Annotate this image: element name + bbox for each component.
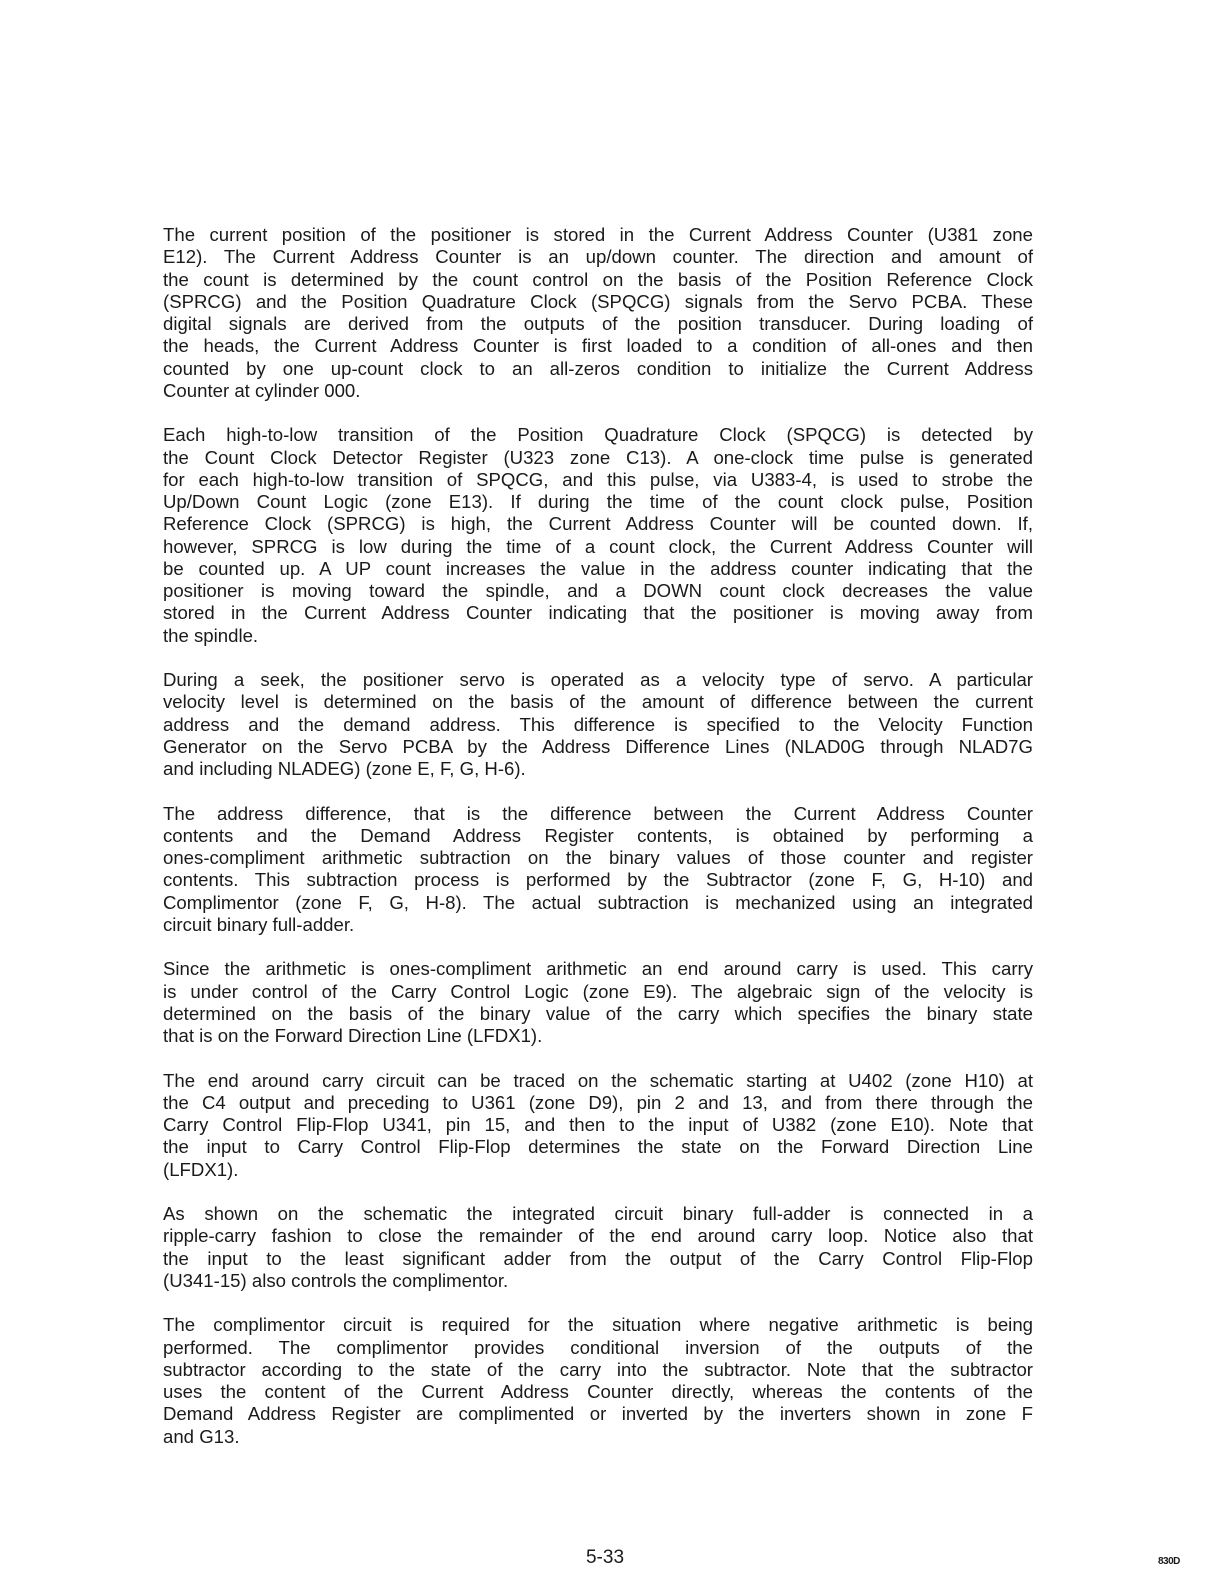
text-line: Carry Control Flip-Flop U341, pin 15, and then to the input of U382 (zone E10). Note that bbox=[163, 1114, 1033, 1135]
text-line: subtractor according to the state of the carry into the subtractor. Note that the subtractor bbox=[163, 1358, 1033, 1380]
paragraph bbox=[163, 1070, 1033, 1181]
text-line: and G13. bbox=[163, 1425, 240, 1447]
text-line: contents. This subtraction process is performed by the Subtractor (zone F, G, H-10) and bbox=[163, 869, 1033, 891]
text-line: The complimentor circuit is required for the situation where negative arithmetic is being bbox=[163, 1314, 1033, 1336]
text-line: Since the arithmetic is ones-compliment arithmetic an end around carry is used. This carry bbox=[163, 958, 1033, 980]
text-line: the input to Carry Control Flip-Flop determines the state on the Forward Direction Line bbox=[163, 1136, 1033, 1158]
text-line: ones-compliment arithmetic subtraction on the binary values of those counter and register bbox=[163, 847, 1033, 868]
text-line: As shown on the schematic the integrated circuit binary full-adder is connected in a bbox=[163, 1203, 1033, 1224]
text-line: however, SPRCG is low during the time of a count clock, the Current Address Counter will bbox=[163, 535, 1033, 557]
paragraph bbox=[163, 224, 1033, 402]
text-line: E12). The Current Address Counter is an up/down counter. The direction and amount of bbox=[163, 246, 1033, 268]
text-line: circuit binary full-adder. bbox=[163, 913, 355, 935]
text-line: Up/Down Count Logic (zone E13). If during the time of the count clock pulse, Position bbox=[163, 491, 1033, 512]
text-line: for each high-to-low transition of SPQCG, and this pulse, via U383-4, is used to strobe the bbox=[163, 468, 1033, 490]
paragraph bbox=[163, 958, 1033, 1047]
text-line: that is on the Forward Direction Line (LFDX1). bbox=[163, 1025, 543, 1046]
paragraph bbox=[163, 803, 1033, 937]
text-line: the C4 output and preceding to U361 (zone D9), pin 2 and 13, and from there through the bbox=[163, 1091, 1033, 1113]
text-line: ripple-carry fashion to close the remainder of the end around carry loop. Notice also that bbox=[163, 1225, 1033, 1247]
paragraph bbox=[163, 669, 1033, 780]
paragraph bbox=[163, 1314, 1033, 1448]
text-line: Complimentor (zone F, G, H-8). The actual subtraction is mechanized using an integrated bbox=[163, 891, 1033, 913]
text-line: performed. The complimentor provides conditional inversion of the outputs of the bbox=[163, 1336, 1033, 1358]
text-line: The address difference, that is the difference between the Current Address Counter bbox=[163, 802, 1033, 824]
text-line: (LFDX1). bbox=[163, 1158, 239, 1180]
text-line: the count is determined by the count control on the basis of the Position Reference Clock bbox=[163, 268, 1033, 290]
text-line: is under control of the Carry Control Logic (zone E9). The algebraic sign of the velocity is bbox=[163, 980, 1033, 1002]
text-line: stored in the Current Address Counter indicating that the positioner is moving away from bbox=[163, 602, 1033, 624]
text-line: Generator on the Servo PCBA by the Address Difference Lines (NLAD0G through NLAD7G bbox=[163, 735, 1033, 757]
text-line: Reference Clock (SPRCG) is high, the Current Address Counter will be counted down. If, bbox=[163, 513, 1033, 535]
text-line: counted by one up-count clock to an all-zeros condition to initialize the Current Address bbox=[163, 357, 1033, 379]
text-line: contents and the Demand Address Register contents, is obtained by performing a bbox=[163, 824, 1033, 846]
text-line: the Count Clock Detector Register (U323 zone C13). A one-clock time pulse is generated bbox=[163, 446, 1033, 468]
text-line: Demand Address Register are complimented or inverted by the inverters shown in zone F bbox=[163, 1403, 1033, 1425]
text-line: During a seek, the positioner servo is operated as a velocity type of servo. A particular bbox=[163, 669, 1033, 690]
text-line: The end around carry circuit can be traced on the schematic starting at U402 (zone H10) at bbox=[163, 1069, 1033, 1091]
text-line: Each high-to-low transition of the Position Quadrature Clock (SPQCG) is detected by bbox=[163, 424, 1033, 446]
text-line: positioner is moving toward the spindle, and a DOWN count clock decreases the value bbox=[163, 580, 1033, 601]
text-line: the spindle. bbox=[163, 624, 259, 646]
text-line: Counter at cylinder 000. bbox=[163, 379, 361, 401]
text-line: (U341-15) also controls the complimentor. bbox=[163, 1269, 509, 1291]
text-line: (SPRCG) and the Position Quadrature Clock (SPQCG) signals from the Servo PCBA. These bbox=[163, 290, 1033, 312]
text-line: address and the demand address. This difference is specified to the Velocity Function bbox=[163, 713, 1033, 735]
paragraph bbox=[163, 424, 1033, 647]
page-number: 5-33 bbox=[585, 1547, 625, 1568]
text-line: uses the content of the Current Address Counter directly, whereas the contents of the bbox=[163, 1381, 1033, 1402]
text-line: determined on the basis of the binary value of the carry which specifies the binary state bbox=[163, 1002, 1033, 1024]
body-text bbox=[163, 224, 1033, 1470]
text-line: the heads, the Current Address Counter is first loaded to a condition of all-ones and then bbox=[163, 335, 1033, 357]
text-line: digital signals are derived from the outputs of the position transducer. During loading of bbox=[163, 313, 1033, 334]
document-code: 830D bbox=[1158, 1556, 1180, 1567]
text-line: velocity level is determined on the basis of the amount of difference between the current bbox=[163, 691, 1033, 713]
text-line: The current position of the positioner is stored in the Current Address Counter (U381 zone bbox=[163, 224, 1033, 245]
paragraph bbox=[163, 1203, 1033, 1292]
text-line: the input to the least significant adder from the output of the Carry Control Flip-Flop bbox=[163, 1247, 1033, 1269]
text-line: and including NLADEG) (zone E, F, G, H-6). bbox=[163, 758, 526, 779]
text-line: be counted up. A UP count increases the value in the address counter indicating that the bbox=[163, 557, 1033, 579]
